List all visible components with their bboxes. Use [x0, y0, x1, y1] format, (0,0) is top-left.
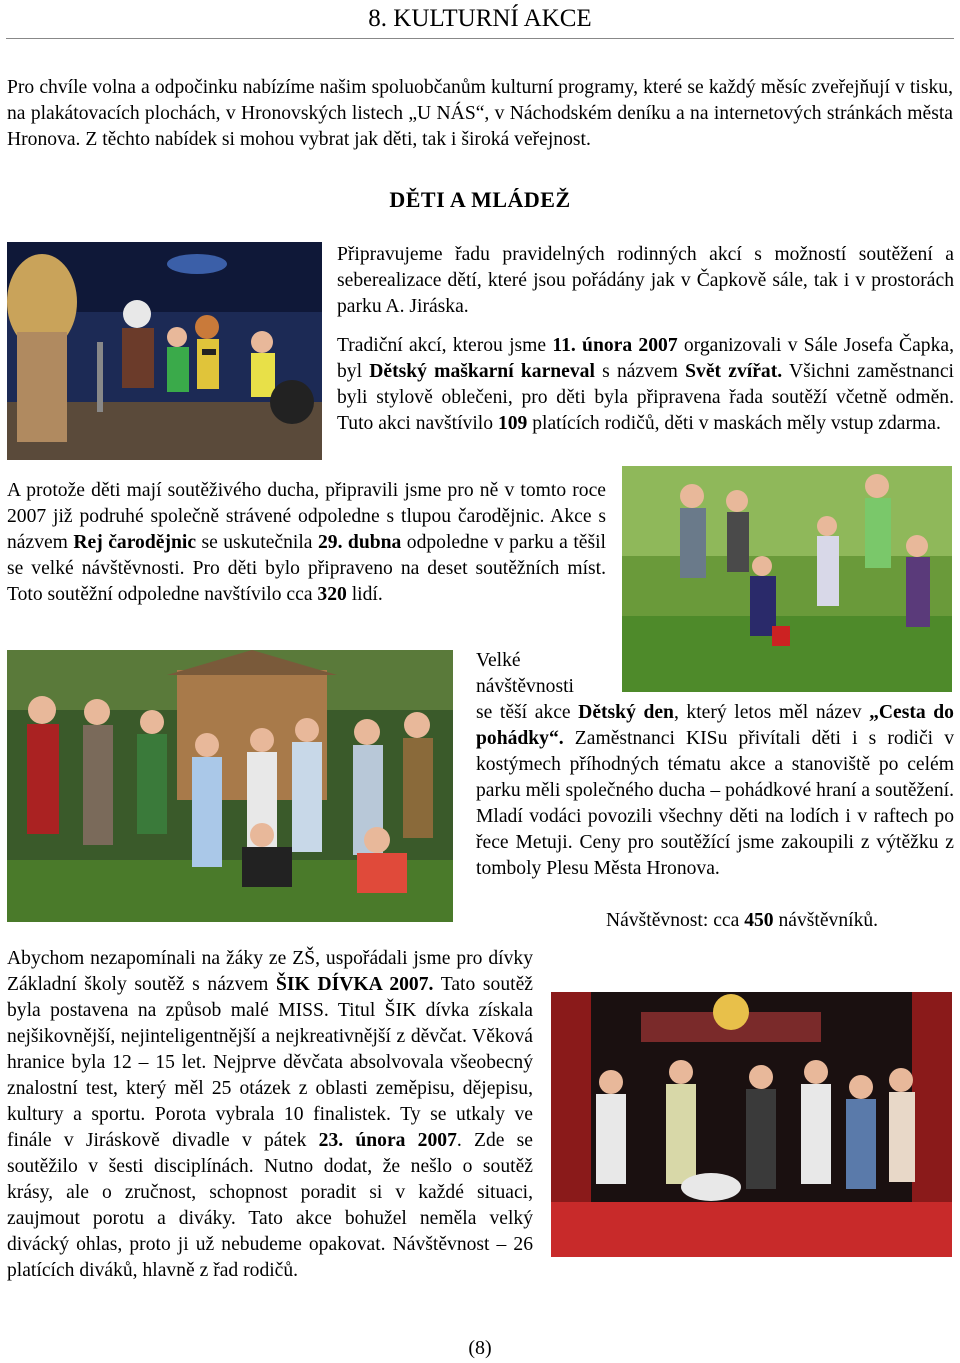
title-divider: [6, 38, 954, 39]
children-day-line-2: návštěvnosti: [476, 676, 574, 697]
childrens-day-attendance: Návštěvnost: cca 450 návštěvníků.: [606, 910, 879, 931]
paragraph-family-events: Připravujeme řadu pravidelných rodinných akcí s možností soutěžení a seberealizace dětí, které jsou pořádány jak v Čapkově sále, tak i v prostorách parku A. Jiráska.: [337, 244, 954, 317]
children-day-line-1: Velké: [476, 650, 521, 671]
paragraph-childrens-day: se těší akce Dětský den, který letos měl název „Cesta do pohádky“. Zaměstnanci KISu přivítali děti i s rodiči v kostýmech příhodných tématu akce a stanoviště po celém parku měli společného ducha – pohádkové hraní a soutěžení. Mladí vodáci povozili všechny děti na lodích i v raftech po řece Metuji. Ceny pro soutěžící jsme zakoupili z výtěžku z tomboly Plesu Města Hronova.: [476, 702, 954, 879]
page-title: 8. KULTURNÍ AKCE: [368, 5, 592, 32]
page-number: (8): [468, 1337, 492, 1359]
paragraph-witches: A protože děti mají soutěživého ducha, připravili jsme pro ně v tomto roce 2007 již podruhé společně strávené odpoledne s tlupou čarodějnic. Akce s názvem Rej čarodějnic se uskutečnila 29. dubna odpoledne v parku a těšil se velké návštěvnosti. Pro děti bylo připraveno na deset soutěžních míst. Toto soutěžní odpoledne navštívilo cca 320 lidí.: [7, 480, 606, 605]
paragraph-sik-divka: Abychom nezapomínali na žáky ze ZŠ, uspořádali jsme pro dívky Základní školy soutěž s názvem ŠIK DÍVKA 2007. Tato soutěž byla postavena na způsob malé MISS. Titul ŠIK dívka získala nejšikovnější, nejinteligentnější a nejkreativnější z děvčat. Věková hranice byla 12 – 15 let. Nejprve děvčata absolvovala všeobecný znalostní test, který měl 25 otázek z oblasti zeměpisu, dějepisu, kultury a sportu. Porota vybrala 10 finalistek. Ty se utkaly ve finále v Jiráskově divadle v pátek 23. února 2007. Zde se soutěžilo v šesti disciplínách. Nutno dodat, že nešlo o soutěž krásy, ale o zručnost, schopnost poradit si v každé situaci, zaujmout porotu a diváky. Tato akce bohužel neměla velký divácký ohlas, proto ji už nebudeme opakovat. Návštěvnost – 26 platících diváků, hlavně z řad rodičů.: [7, 948, 534, 1281]
intro-paragraph: Pro chvíle volna a odpočinku nabízíme našim spoluobčanům kulturní programy, které se každý měsíc zveřejňují v tisku, na plakátovacích plochách, v Hronovských listech „U NÁS“, v Náchodském deníku a na internetových stránkách města Hronova. Z těchto nabídek si mohou vybrat jak děti, tak i široká veřejnost.: [7, 77, 953, 150]
photo-carnival: [7, 242, 322, 460]
photo-fairytale: [7, 650, 453, 922]
section-heading: DĚTI A MLÁDEŽ: [389, 187, 571, 212]
photo-sik-divka: [551, 992, 952, 1257]
paragraph-carnival: Tradiční akcí, kterou jsme 11. února 2007 organizovali v Sále Josefa Čapka, byl Dětský maškarní karneval s názvem Svět zvířat. Všichni zaměstnanci byli stylově oblečeni, pro děti byla připravena řada soutěží včetně odměn. Tuto akci navštívilo 109 platících rodičů, děti v maskách měly vstup zdarma.: [337, 335, 954, 434]
